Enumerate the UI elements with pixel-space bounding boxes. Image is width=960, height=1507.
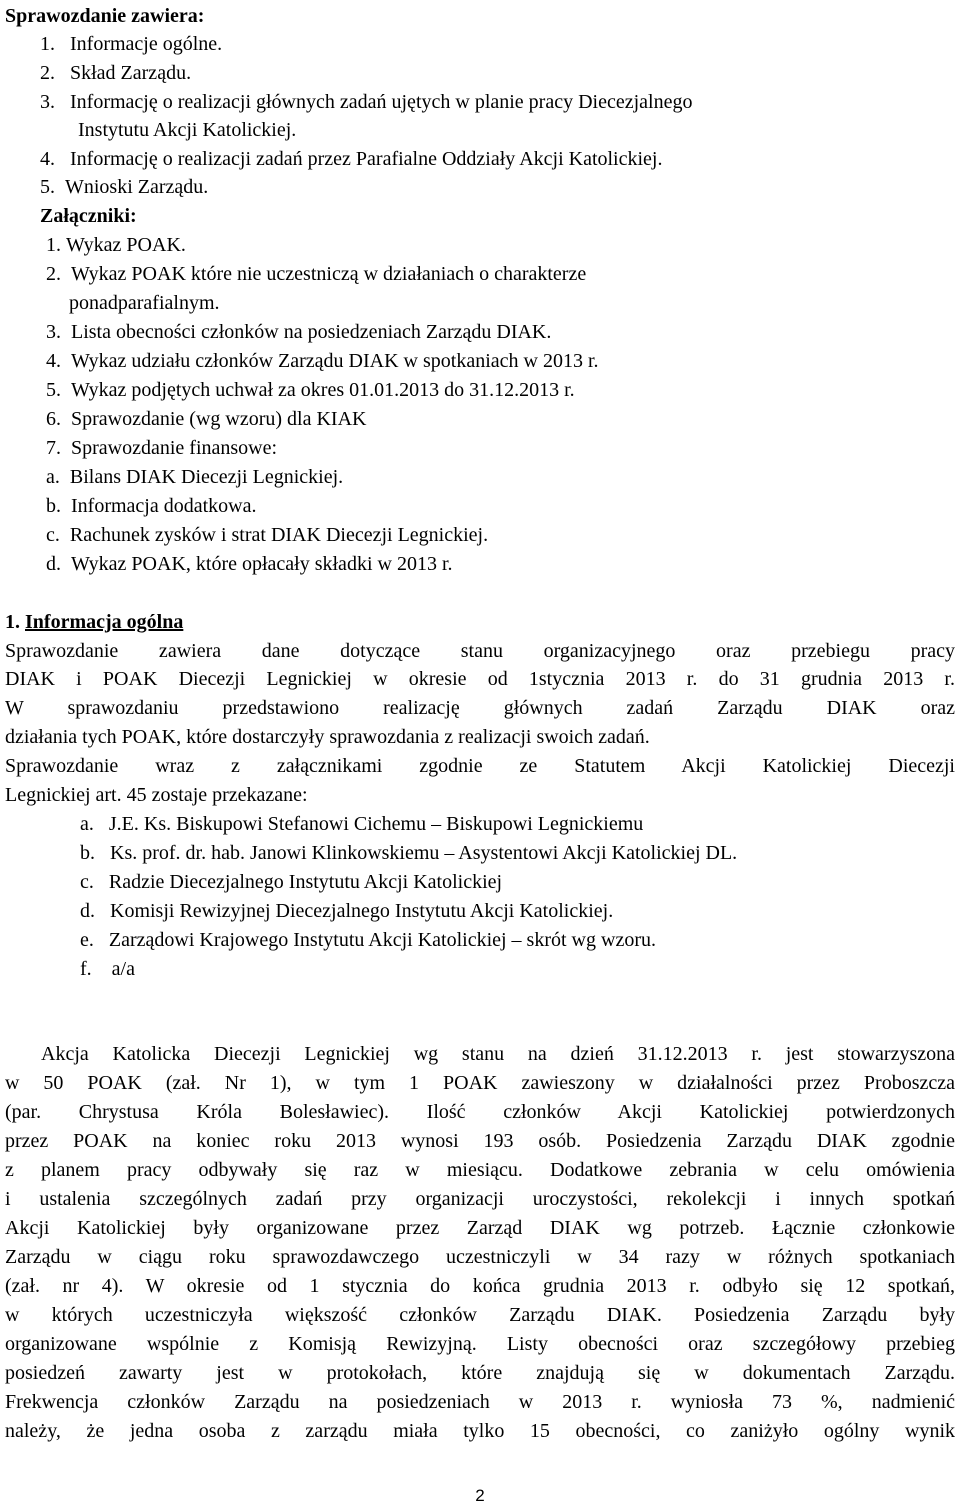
sublist-text: Bilans DIAK Diecezji Legnickiej. bbox=[69, 466, 344, 488]
paragraph-line: przez POAK na koniec roku 2013 wynosi 193 osób. Posiedzenia Zarządu DIAK zgodnie bbox=[5, 1130, 955, 1152]
list-text: Sprawozdanie (wg wzoru) dla KIAK bbox=[71, 408, 367, 430]
list-number: 3. bbox=[46, 321, 61, 343]
recipient-item bbox=[80, 928, 656, 952]
recipient-letter: c. bbox=[80, 871, 94, 893]
list-number: 4. bbox=[46, 350, 61, 372]
paragraph-line: w których uczestniczyła większość członków Zarządu DIAK. Posiedzenia Zarządu były bbox=[5, 1304, 955, 1326]
recipient-letter: e. bbox=[80, 929, 94, 951]
list-item bbox=[40, 175, 208, 199]
paragraph-line: Legnickiej art. 45 zostaje przekazane: bbox=[5, 784, 308, 806]
paragraph-line: i ustalenia szczególnych zadań przy organizacji uroczystości, rekolekcji i innych spotkań bbox=[5, 1188, 955, 1210]
page-number: 2 bbox=[475, 1486, 485, 1505]
sublist-item bbox=[46, 523, 488, 547]
recipient-text: a/a bbox=[111, 958, 135, 980]
sublist-letter: d. bbox=[46, 553, 61, 575]
list-item bbox=[46, 436, 277, 460]
recipient-letter: d. bbox=[80, 900, 95, 922]
list-text: Wykaz podjętych uchwał za okres 01.01.2013 do 31.12.2013 r. bbox=[71, 379, 575, 401]
list-item bbox=[46, 233, 186, 257]
recipient-letter: a. bbox=[80, 813, 94, 835]
section-heading bbox=[5, 610, 183, 634]
recipient-text: J.E. Ks. Biskupowi Stefanowi Cichemu – Biskupowi Legnickiemu bbox=[108, 813, 644, 835]
sublist-letter: c. bbox=[46, 524, 60, 546]
list-item-continuation: ponadparafialnym. bbox=[69, 292, 220, 314]
recipient-text: Ks. prof. dr. hab. Janowi Klinkowskiemu – Asystentowi Akcji Katolickiej DL. bbox=[110, 842, 738, 864]
paragraph-line: w 50 POAK (zał. Nr 1), w tym 1 POAK zawieszony w działalności przez Proboszcza bbox=[5, 1072, 955, 1094]
list-number: 2. bbox=[46, 263, 61, 285]
list-number: 1. bbox=[40, 33, 55, 55]
recipient-text: Zarządowi Krajowego Instytutu Akcji Katolickiej – skrót wg wzoru. bbox=[108, 929, 656, 951]
paragraph-line: DIAK i POAK Diecezji Legnickiej w okresie od 1stycznia 2013 r. do 31 grudnia 2013 r. bbox=[5, 668, 955, 690]
paragraph-line: (zał. nr 4). W okresie od 1 stycznia do końca grudnia 2013 r. odbyło się 12 spotkań, bbox=[5, 1275, 955, 1297]
paragraph-line: Sprawozdanie wraz z załącznikami zgodnie ze Statutem Akcji Katolickiej Diecezji bbox=[5, 755, 955, 777]
paragraph-line: Akcji Katolickiej były organizowane przez Zarząd DIAK wg potrzeb. Łącznie członkowie bbox=[5, 1217, 955, 1239]
sublist-text: Informacja dodatkowa. bbox=[71, 495, 257, 517]
list-item bbox=[40, 147, 662, 171]
recipient-item bbox=[80, 870, 502, 894]
list-text: Informację o realizacji głównych zadań ujętych w planie pracy Diecezjalnego bbox=[70, 91, 693, 113]
paragraph-line: Zarządu w ciągu roku sprawozdawczego uczestniczyli w 34 razy w różnych spotkaniach bbox=[5, 1246, 955, 1268]
sublist-item bbox=[46, 494, 256, 518]
attachments-heading: Załączniki: bbox=[40, 205, 137, 227]
paragraph-line: Akcja Katolicka Diecezji Legnickiej wg stanu na dzień 31.12.2013 r. jest stowarzyszona bbox=[41, 1043, 955, 1065]
list-text: Skład Zarządu. bbox=[70, 62, 192, 84]
recipient-letter: f. bbox=[80, 958, 92, 980]
sublist-text: Wykaz POAK, które opłacały składki w 2013 r. bbox=[71, 553, 453, 575]
paragraph-line: posiedzeń zawarty jest w protokołach, które znajdują się w dokumentach Zarządu. bbox=[5, 1362, 955, 1384]
list-number: 4. bbox=[40, 148, 55, 170]
recipient-item bbox=[80, 899, 613, 923]
list-number: 6. bbox=[46, 408, 61, 430]
recipient-item bbox=[80, 812, 643, 836]
paragraph-line: (par. Chrystusa Króla Bolesławiec). Ilość członków Akcji Katolickiej potwierdzonych bbox=[5, 1101, 955, 1123]
list-item bbox=[40, 61, 191, 85]
paragraph-line: Frekwencja członków Zarządu na posiedzeniach w 2013 r. wyniosła 73 %, nadmienić bbox=[5, 1391, 955, 1413]
list-number: 1. bbox=[46, 234, 61, 256]
paragraph-line: działania tych POAK, które dostarczyły sprawozdania z realizacji swoich zadań. bbox=[5, 726, 650, 748]
list-number: 2. bbox=[40, 62, 55, 84]
sublist-text: Rachunek zysków i strat DIAK Diecezji Legnickiej. bbox=[69, 524, 489, 546]
list-text: Wykaz udziału członków Zarządu DIAK w spotkaniach w 2013 r. bbox=[71, 350, 599, 372]
recipient-text: Komisji Rewizyjnej Diecezjalnego Instytutu Akcji Katolickiej. bbox=[110, 900, 614, 922]
paragraph-line: organizowane wspólnie z Komisją Rewizyjną. Listy obecności oraz szczegółowy przebieg bbox=[5, 1333, 955, 1355]
sublist-letter: a. bbox=[46, 466, 60, 488]
list-text: Wnioski Zarządu. bbox=[65, 176, 209, 198]
section-title: Informacja ogólna bbox=[25, 611, 184, 633]
list-item bbox=[46, 262, 586, 286]
list-item bbox=[40, 32, 222, 56]
list-number: 3. bbox=[40, 91, 55, 113]
recipient-item bbox=[80, 841, 737, 865]
list-text: Informację o realizacji zadań przez Parafialne Oddziały Akcji Katolickiej. bbox=[70, 148, 663, 170]
section-number: 1. bbox=[5, 611, 20, 633]
paragraph-line: W sprawozdaniu przedstawiono realizację głównych zadań Zarządu DIAK oraz bbox=[5, 697, 955, 719]
recipient-letter: b. bbox=[80, 842, 95, 864]
list-text: Informacje ogólne. bbox=[70, 33, 223, 55]
list-number: 5. bbox=[40, 176, 55, 198]
paragraph-line: z planem pracy odbywały się raz w miesiącu. Dodatkowe zebrania w celu omówienia bbox=[5, 1159, 955, 1181]
list-text: Wykaz POAK które nie uczestniczą w działaniach o charakterze bbox=[71, 263, 587, 285]
list-item bbox=[46, 378, 575, 402]
sublist-item bbox=[46, 465, 343, 489]
sublist-item bbox=[46, 552, 453, 576]
paragraph-line: Sprawozdanie zawiera dane dotyczące stanu organizacyjnego oraz przebiegu pracy bbox=[5, 640, 955, 662]
list-item bbox=[40, 90, 692, 114]
list-text: Wykaz POAK. bbox=[66, 234, 186, 256]
list-item bbox=[46, 320, 551, 344]
sublist-letter: b. bbox=[46, 495, 61, 517]
list-number: 5. bbox=[46, 379, 61, 401]
list-text: Sprawozdanie finansowe: bbox=[71, 437, 278, 459]
list-item bbox=[46, 349, 599, 373]
list-item-continuation: Instytutu Akcji Katolickiej. bbox=[78, 119, 297, 141]
paragraph-line: należy, że jedna osoba z zarządu miała tylko 15 obecności, co zaniżyło ogólny wynik bbox=[5, 1420, 955, 1442]
recipient-item bbox=[80, 957, 135, 981]
list-text: Lista obecności członków na posiedzeniach Zarządu DIAK. bbox=[71, 321, 552, 343]
recipient-text: Radzie Diecezjalnego Instytutu Akcji Katolickiej bbox=[108, 871, 503, 893]
list-number: 7. bbox=[46, 437, 61, 459]
list-item bbox=[46, 407, 366, 431]
contents-heading: Sprawozdanie zawiera: bbox=[5, 5, 205, 27]
